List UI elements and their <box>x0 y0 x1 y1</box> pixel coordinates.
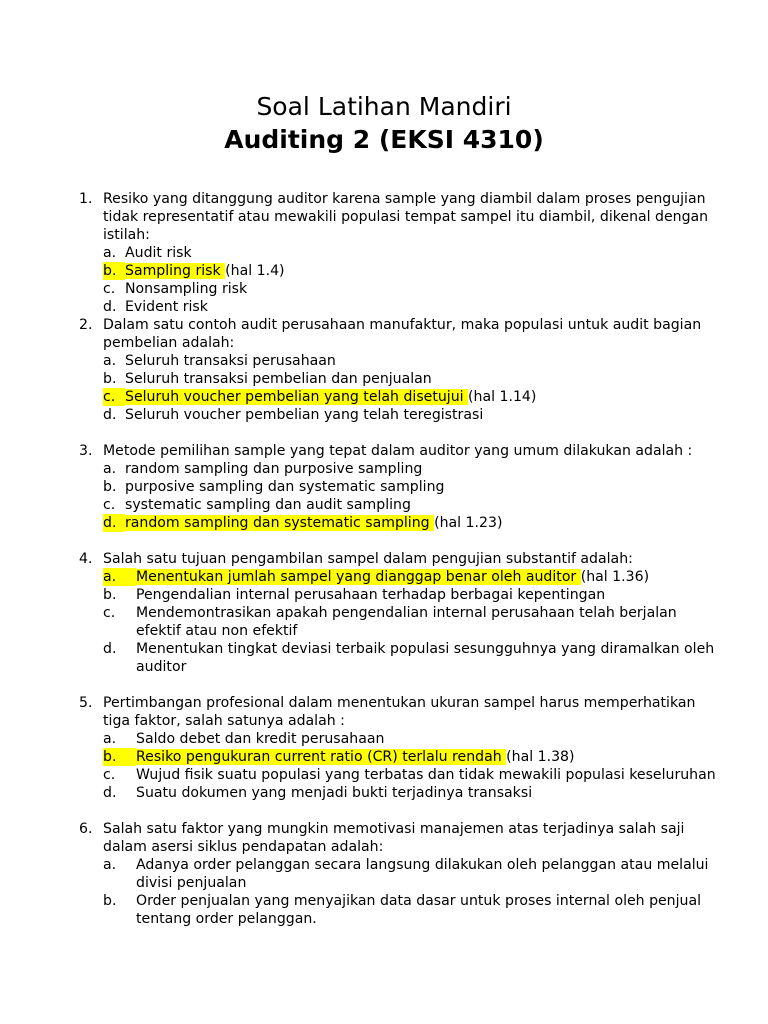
question-text: Dalam satu contoh audit perusahaan manufaktur, maka populasi untuk audit bagian pembelian adalah: <box>103 317 702 351</box>
question-2 <box>79 316 719 424</box>
question-number: 4. <box>79 551 93 567</box>
option-d: d. Suatu dokumen yang menjadi bukti terjadinya transaksi <box>103 785 533 801</box>
option-b: b. purposive sampling dan systematic sampling <box>103 479 445 495</box>
option-c: c. Mendemontrasikan apakah pengendalian internal perusahaan telah berjalan efektif atau non efektif <box>103 605 677 639</box>
option-b: b. Sampling risk (hal 1.4) <box>103 263 285 279</box>
option-b: b. Pengendalian internal perusahaan terhadap berbagai kepentingan <box>103 587 606 603</box>
question-number: 6. <box>79 821 93 837</box>
highlighted-answer: Menentukan jumlah sampel yang dianggap benar oleh auditor <box>136 569 581 585</box>
page-reference: (hal 1.36) <box>580 569 650 585</box>
option-a: a. random sampling dan purposive sampling <box>103 461 423 477</box>
document-title: Soal Latihan Mandiri <box>256 92 512 121</box>
question-number: 1. <box>79 191 93 207</box>
option-c: c. Wujud fisik suatu populasi yang terbatas dan tidak mewakili populasi keseluruhan <box>103 767 716 783</box>
option-a: a. Adanya order pelanggan secara langsung dilakukan oleh pelanggan atau melalui divisi penjualan <box>103 857 709 891</box>
question-6 <box>79 820 719 928</box>
option-c: c. Nonsampling risk <box>103 281 248 297</box>
highlighted-answer: Seluruh voucher pembelian yang telah disetujui <box>125 389 469 405</box>
question-text: Salah satu faktor yang mungkin memotivasi manajemen atas terjadinya salah saji dalam asersi siklus pendapatan adalah: <box>103 821 685 855</box>
question-5 <box>79 694 719 802</box>
highlighted-answer: random sampling dan systematic sampling <box>125 515 435 531</box>
question-text: Pertimbangan profesional dalam menentukan ukuran sampel harus memperhatikan tiga faktor, salah satunya adalah : <box>103 695 696 729</box>
page-reference: (hal 1.23) <box>434 515 503 531</box>
option-b: b. Seluruh transaksi pembelian dan penjualan <box>103 371 432 387</box>
option-d: d. Seluruh voucher pembelian yang telah teregistrasi <box>103 407 484 423</box>
question-text: Metode pemilihan sample yang tepat dalam auditor yang umum dilakukan adalah : <box>103 443 693 459</box>
option-d: d. Menentukan tingkat deviasi terbaik populasi sesungguhnya yang diramalkan oleh auditor <box>103 641 715 675</box>
document-subtitle: Auditing 2 (EKSI 4310) <box>224 125 544 154</box>
highlighted-answer: Resiko pengukuran current ratio (CR) terlalu rendah <box>136 749 507 765</box>
option-d: d. random sampling dan systematic sampling (hal 1.23) <box>103 515 503 531</box>
option-c: c. Seluruh voucher pembelian yang telah disetujui (hal 1.14) <box>103 389 537 405</box>
option-a: a. Audit risk <box>103 245 192 261</box>
option-b: b. Order penjualan yang menyajikan data dasar untuk proses internal oleh penjual tentang order pelanggan. <box>103 893 702 927</box>
highlighted-answer: Sampling risk <box>125 263 226 279</box>
question-number: 2. <box>79 317 93 333</box>
option-a: a. Menentukan jumlah sampel yang dianggap benar oleh auditor (hal 1.36) <box>103 569 650 585</box>
question-text: Salah satu tujuan pengambilan sampel dalam pengujian substantif adalah: <box>103 551 633 567</box>
question-number: 5. <box>79 695 93 711</box>
option-b: b. Resiko pengukuran current ratio (CR) terlalu rendah (hal 1.38) <box>103 749 575 765</box>
page-reference: (hal 1.4) <box>225 263 285 279</box>
option-a: a. Saldo debet dan kredit perusahaan <box>103 731 385 747</box>
question-number: 3. <box>79 443 93 459</box>
option-a: a. Seluruh transaksi perusahaan <box>103 353 336 369</box>
question-3 <box>79 442 719 532</box>
question-1 <box>79 190 719 316</box>
option-d: d. Evident risk <box>103 299 208 315</box>
page-reference: (hal 1.14) <box>468 389 537 405</box>
page-reference: (hal 1.38) <box>506 749 575 765</box>
question-4 <box>79 550 719 676</box>
question-text: Resiko yang ditanggung auditor karena sample yang diambil dalam proses pengujian tidak representatif atau mewakili populasi tempat sampel itu diambil, dikenal dengan istilah: <box>103 191 709 243</box>
option-c: c. systematic sampling dan audit sampling <box>103 497 411 513</box>
